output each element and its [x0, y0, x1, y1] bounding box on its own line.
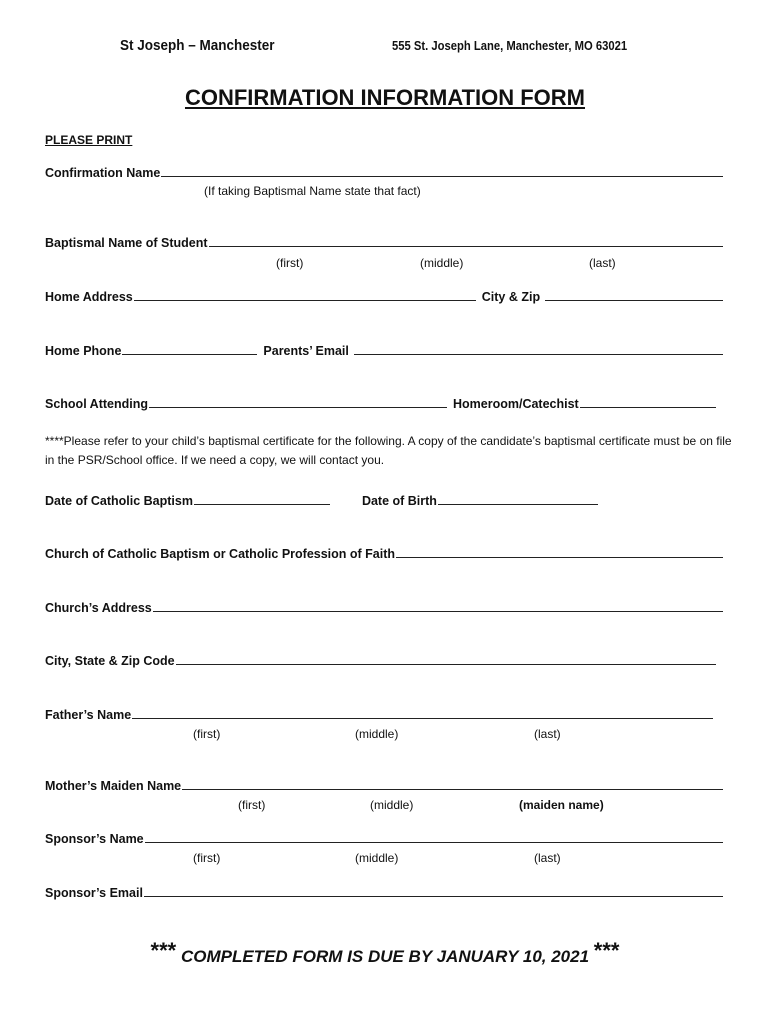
sponsors-middle-caption: (middle) [355, 851, 399, 865]
school-attending-label: School Attending [45, 397, 148, 411]
fathers-name-field[interactable] [132, 718, 713, 719]
baptismal-last-caption: (last) [589, 256, 616, 270]
school-row [45, 397, 718, 411]
due-date-notice [0, 938, 770, 968]
church-baptism-label: Church of Catholic Baptism or Catholic Profession of Faith [45, 547, 396, 561]
school-attending-field[interactable] [149, 407, 447, 408]
baptismal-first-caption: (first) [276, 256, 304, 270]
homeroom-label: Homeroom/Catechist [453, 397, 579, 411]
baptism-date-field[interactable] [194, 504, 330, 505]
parish-name: St Joseph – Manchester [120, 37, 275, 54]
dates-row [45, 494, 600, 508]
birth-date-label: Date of Birth [361, 494, 437, 508]
parish-address: 555 St. Joseph Lane, Manchester, MO 63021 [392, 39, 628, 53]
church-address-field[interactable] [153, 611, 723, 612]
parents-email-label: Parents’ Email [263, 344, 349, 358]
city-zip-field[interactable] [545, 300, 723, 301]
fathers-middle-caption: (middle) [355, 727, 399, 741]
sponsors-name-label: Sponsor’s Name [45, 832, 144, 846]
baptism-date-label: Date of Catholic Baptism [45, 494, 193, 508]
baptismal-name-field[interactable] [209, 246, 723, 247]
sponsors-email-label: Sponsor’s Email [45, 886, 143, 900]
home-phone-label: Home Phone [45, 344, 122, 358]
city-state-zip-label: City, State & Zip Code [45, 654, 175, 668]
fathers-name-label: Father’s Name [45, 708, 132, 722]
due-stars-right: *** [593, 938, 620, 963]
confirmation-name-hint: (If taking Baptismal Name state that fact) [204, 184, 421, 198]
mothers-maiden-caption: (maiden name) [519, 798, 604, 812]
church-address-row [45, 601, 725, 615]
baptismal-name-label: Baptismal Name of Student [45, 236, 208, 250]
home-phone-field[interactable] [122, 354, 257, 355]
fathers-first-caption: (first) [193, 727, 221, 741]
fathers-last-caption: (last) [534, 727, 561, 741]
mothers-maiden-label: Mother’s Maiden Name [45, 779, 182, 793]
sponsors-last-caption: (last) [534, 851, 561, 865]
mothers-middle-caption: (middle) [370, 798, 414, 812]
sponsors-first-caption: (first) [193, 851, 221, 865]
church-address-label: Church’s Address [45, 601, 152, 615]
home-phone-row [45, 344, 725, 358]
city-zip-label: City & Zip [481, 290, 541, 304]
due-date-text: COMPLETED FORM IS DUE BY JANUARY 10, 2021 [180, 947, 590, 966]
sponsors-name-field[interactable] [145, 842, 723, 843]
home-address-label: Home Address [45, 290, 133, 304]
city-state-zip-field[interactable] [176, 664, 716, 665]
confirmation-name-field[interactable] [161, 176, 723, 177]
church-baptism-field[interactable] [396, 557, 723, 558]
home-address-row [45, 290, 725, 304]
sponsors-email-row [45, 886, 725, 900]
please-print-label: PLEASE PRINT [45, 133, 133, 147]
birth-date-field[interactable] [438, 504, 598, 505]
home-address-field[interactable] [134, 300, 476, 301]
mothers-maiden-field[interactable] [182, 789, 723, 790]
confirmation-name-row [45, 166, 725, 180]
city-state-zip-row [45, 654, 718, 668]
confirmation-name-label: Confirmation Name [45, 166, 161, 180]
sponsors-name-row [45, 832, 725, 846]
church-baptism-row [45, 547, 725, 561]
baptismal-certificate-note: ****Please refer to your child’s baptismal certificate for the following. A copy of the candidate’s baptismal certificate must be on file in the PSR/School office. If we need a copy, we will contact you. [45, 434, 732, 467]
form-title: CONFIRMATION INFORMATION FORM [184, 85, 586, 110]
parents-email-field[interactable] [354, 354, 723, 355]
baptismal-name-row [45, 236, 725, 250]
mothers-first-caption: (first) [238, 798, 266, 812]
homeroom-field[interactable] [580, 407, 716, 408]
fathers-name-row [45, 708, 715, 722]
sponsors-email-field[interactable] [144, 896, 723, 897]
mothers-maiden-row [45, 779, 725, 793]
baptismal-middle-caption: (middle) [420, 256, 464, 270]
due-stars-left: *** [150, 938, 177, 963]
